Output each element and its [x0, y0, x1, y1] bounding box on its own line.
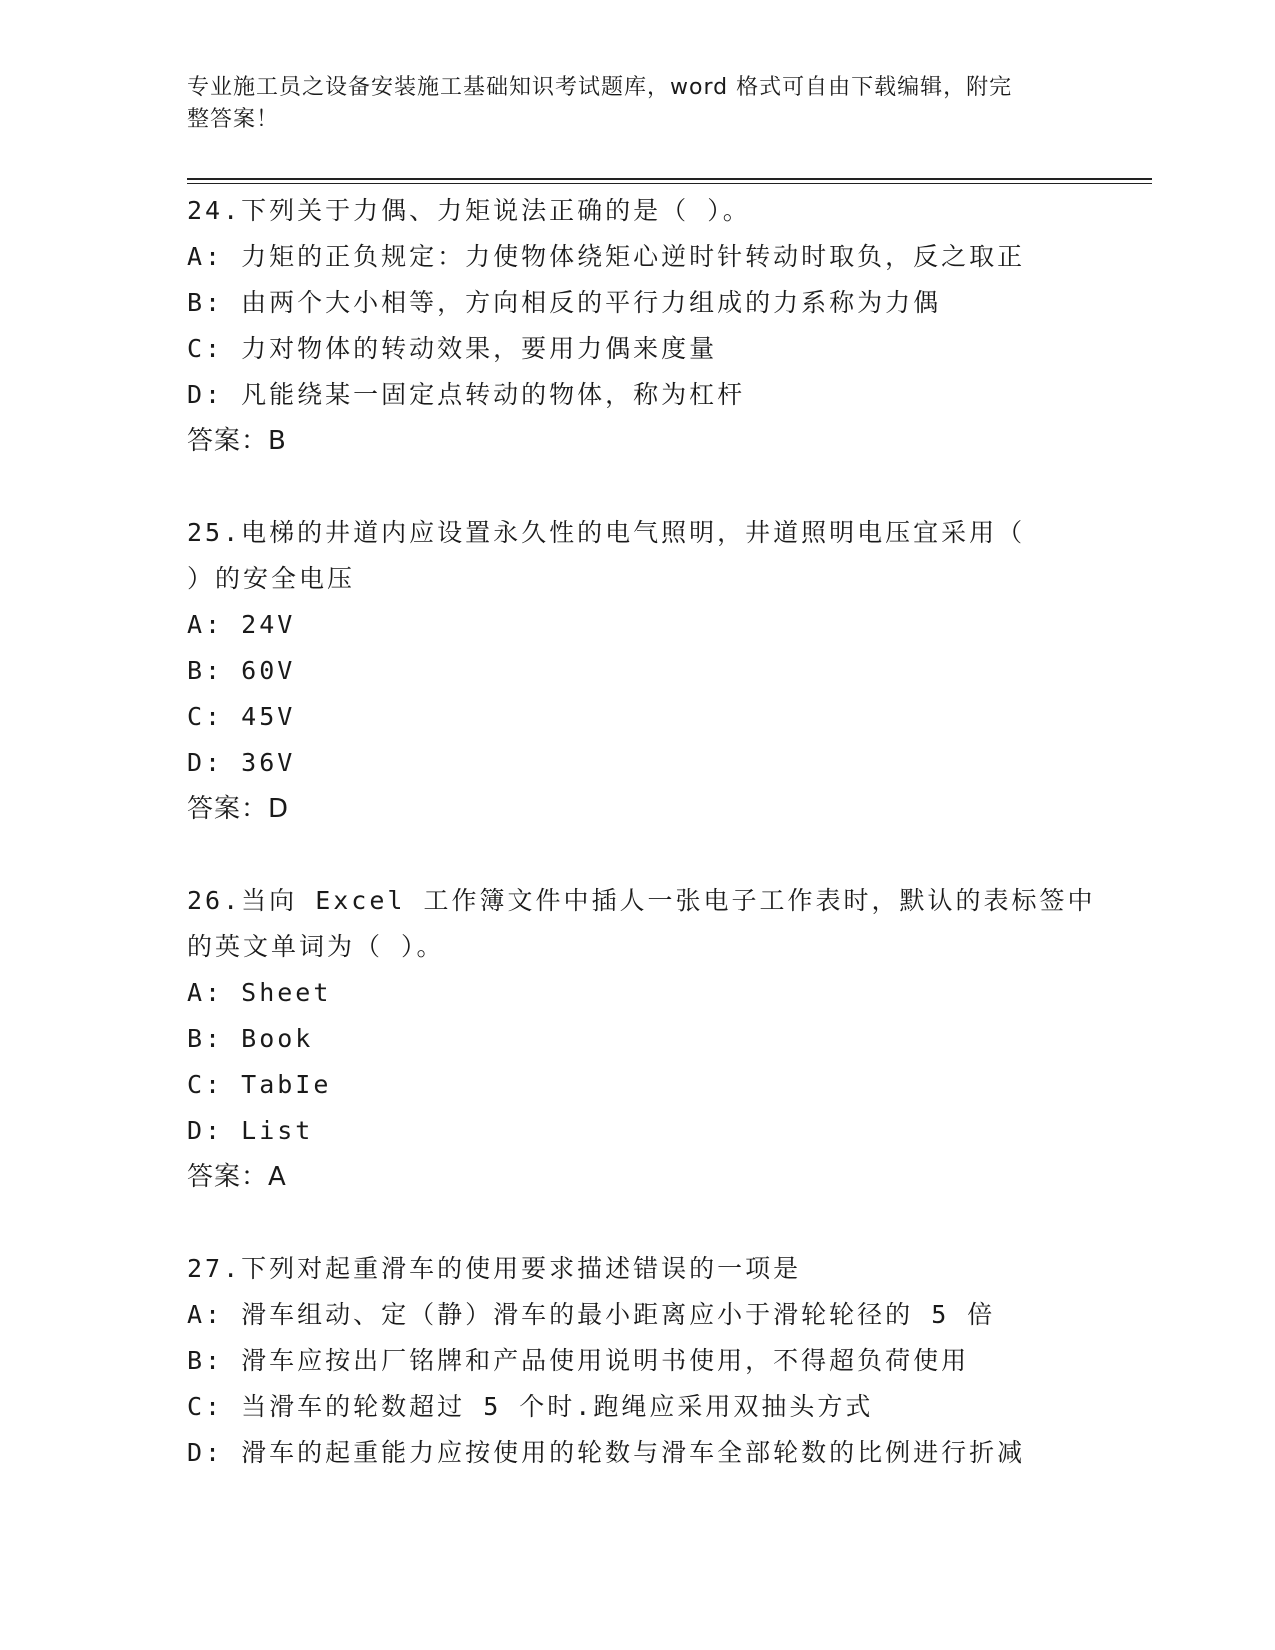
header-divider-thick: [187, 178, 1152, 180]
answer-label: 答案：A: [187, 1162, 287, 1192]
question-27: [187, 1246, 1087, 1476]
header-divider-thin: [187, 183, 1152, 184]
option-a: A: Sheet: [187, 978, 332, 1007]
question-stem-continued: 的英文单词为（ ）。: [187, 932, 445, 961]
option-a: A: 力矩的正负规定：力使物体绕矩心逆时针转动时取负，反之取正: [187, 242, 1026, 271]
option-d: D: List: [187, 1116, 314, 1145]
option-b: B: 由两个大小相等，方向相反的平行力组成的力系称为力偶: [187, 288, 942, 317]
answer-label: 答案：B: [187, 426, 287, 456]
option-d: D: 滑车的起重能力应按使用的轮数与滑车全部轮数的比例进行折减: [187, 1438, 1026, 1467]
answer-label: 答案：D: [187, 794, 290, 824]
question-list: [187, 188, 1096, 1522]
header-line-2: 整答案！: [187, 107, 280, 132]
option-b: B: 滑车应按出厂铭牌和产品使用说明书使用，不得超负荷使用: [187, 1346, 970, 1375]
question-26: [187, 878, 1096, 1200]
option-c: C: TabIe: [187, 1070, 332, 1099]
option-c: C: 当滑车的轮数超过 5 个时.跑绳应采用双抽头方式: [187, 1392, 874, 1421]
question-25: [187, 510, 1087, 832]
question-stem: 25.电梯的井道内应设置永久性的电气照明，井道照明电压宜采用（: [187, 518, 1026, 547]
option-b: B: Book: [187, 1024, 314, 1053]
question-stem: 27.下列对起重滑车的使用要求描述错误的一项是: [187, 1254, 802, 1283]
option-b: B: 60V: [187, 656, 296, 685]
option-a: A: 滑车组动、定（静）滑车的最小距离应小于滑轮轮径的 5 倍: [187, 1300, 996, 1329]
question-stem-continued: ）的安全电压: [187, 564, 356, 593]
option-c: C: 45V: [187, 702, 296, 731]
document-header: [187, 72, 1067, 136]
option-a: A: 24V: [187, 610, 296, 639]
question-24: [187, 188, 1087, 464]
question-stem: 24.下列关于力偶、力矩说法正确的是（ ）。: [187, 196, 751, 225]
option-c: C: 力对物体的转动效果，要用力偶来度量: [187, 334, 718, 363]
question-stem: 26.当向 Excel 工作簿文件中插人一张电子工作表时，默认的表标签中: [187, 886, 1096, 915]
option-d: D: 36V: [187, 748, 296, 777]
option-d: D: 凡能绕某一固定点转动的物体，称为杠杆: [187, 380, 746, 409]
header-line-1: 专业施工员之设备安装施工基础知识考试题库，word 格式可自由下载编辑，附完: [187, 75, 1013, 100]
